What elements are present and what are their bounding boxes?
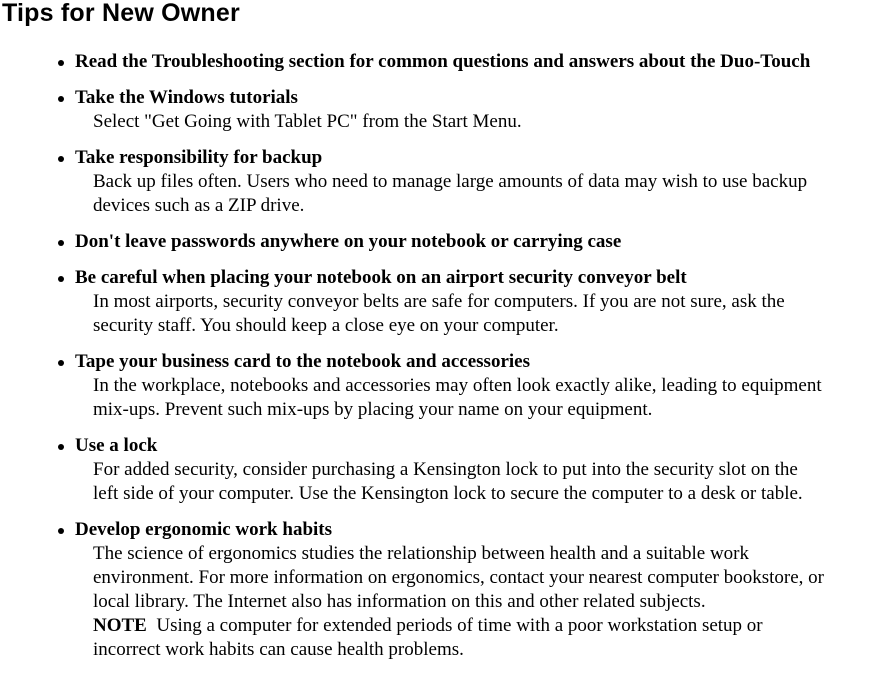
tip-item-airport-security	[0, 266, 895, 338]
tip-body-line: environment. For more information on ergonomics, contact your nearest computer bookstore, or	[93, 567, 824, 588]
tip-body-line: devices such as a ZIP drive.	[93, 195, 305, 216]
tip-body-line: mix-ups. Prevent such mix-ups by placing your name on your equipment.	[93, 399, 653, 420]
tip-heading: Don't leave passwords anywhere on your notebook or carrying case	[75, 231, 622, 252]
tip-item-lock	[0, 434, 895, 506]
page-title: Tips for New Owner	[2, 0, 240, 27]
tip-body-line: The science of ergonomics studies the relationship between health and a suitable work	[93, 543, 750, 564]
tip-item-ergonomics	[0, 518, 895, 662]
tip-body-line: Back up files often. Users who need to manage large amounts of data may wish to use backup	[93, 171, 808, 192]
tip-body-line: Select "Get Going with Tablet PC" from the Start Menu.	[93, 111, 522, 132]
tips-list	[0, 50, 895, 674]
tip-item-passwords	[0, 230, 895, 254]
tip-item-windows-tutorials	[0, 86, 895, 134]
tip-heading: Take the Windows tutorials	[75, 87, 298, 108]
tip-heading: Use a lock	[75, 435, 158, 456]
tip-item-backup	[0, 146, 895, 218]
note-line	[75, 614, 895, 638]
note-text: Using a computer for extended periods of time with a poor workstation setup or	[156, 615, 763, 636]
tip-body-line: In the workplace, notebooks and accessories may often look exactly alike, leading to equipment	[93, 375, 822, 396]
tip-body-line: security staff. You should keep a close eye on your computer.	[93, 315, 559, 336]
note-label: NOTE	[93, 615, 147, 636]
tip-body-line: left side of your computer. Use the Kensington lock to secure the computer to a desk or table.	[93, 483, 803, 504]
tip-heading: Be careful when placing your notebook on an airport security conveyor belt	[75, 267, 687, 288]
tip-heading: Take responsibility for backup	[75, 147, 323, 168]
tip-heading: Develop ergonomic work habits	[75, 519, 333, 540]
tip-item-business-card	[0, 350, 895, 422]
tip-body-line: local library. The Internet also has information on this and other related subjects.	[93, 591, 706, 612]
tip-body-line: For added security, consider purchasing a Kensington lock to put into the security slot on the	[93, 459, 798, 480]
tip-heading: Tape your business card to the notebook and accessories	[75, 351, 530, 372]
tip-item-troubleshooting	[0, 50, 895, 74]
tip-body-line: In most airports, security conveyor belts are safe for computers. If you are not sure, ask the	[93, 291, 785, 312]
note-line: incorrect work habits can cause health problems.	[93, 639, 464, 660]
tip-heading: Read the Troubleshooting section for common questions and answers about the Duo-Touch	[75, 51, 811, 72]
